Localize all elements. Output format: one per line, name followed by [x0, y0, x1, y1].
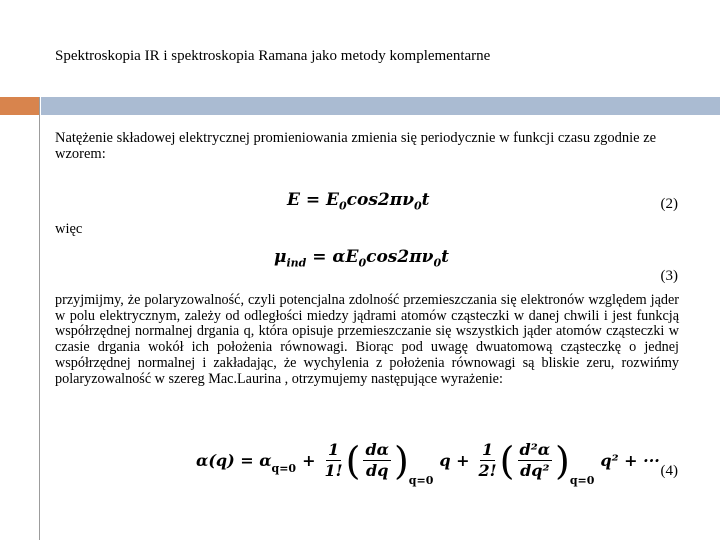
intro-text: Natężenie składowej elektrycznej promieniowania zmienia się periodycznie w funkcji czasu zgodnie ze wzorem:	[55, 130, 657, 162]
body-paragraph: przyjmijmy, że polaryzowalność, czyli potencjalna zdolność przemieszczania się elektronów względem jąder w polu elektrycznym, zależy od odległości miedzy jądrami atomów cząsteczki w danej chwili i jest funkcją współrzędnej normalnej drgania q, która opisuje przemieszczanie się wszystkich jąder atomów cząsteczki w czasie drgania wokół ich położenia równowagi. Biorąc pod uwagę dwuatomową cząsteczkę o jednej współrzędnej normalnej i zakładając, że wychylenia z położenia równowagi są bliskie zeru, rozwińmy polaryzowalność w szereg Mac.Laurina , otrzymujemy następujące wyrażenie:	[55, 292, 679, 387]
equation-4: α(q) = α q=0 + $\frac{1}{1!}$ ( $\frac{d\alpha}{dq}$ ) q=0 q + $\frac{1}{2!}$ ( $\frac{\text{d²α}}{\text{dq²}}$ ) q=0 q² + ···	[196, 438, 660, 487]
fraction-1-over-2-factorial: $\frac{1}{2!}$	[478, 440, 497, 480]
equation-2-number: (2)	[660, 196, 678, 212]
equation-2: $E = E_0\cos 2\pi\nu_0t$	[287, 190, 430, 213]
derivative-second: $\frac{\text{d²α}}{\text{dq²}}$	[519, 440, 551, 480]
connector-text: więc	[55, 221, 83, 237]
left-vertical-rule	[39, 97, 40, 540]
accent-bar-blue	[41, 97, 720, 115]
equation-3: $\mu_{ind} = \alpha E_0\cos 2\pi\nu_0t$	[274, 247, 449, 270]
slide-title: Spektroskopia IR i spektroskopia Ramana jako metody komplementarne	[55, 48, 491, 64]
accent-bar-orange	[0, 97, 39, 115]
fraction-1-over-1-factorial: $\frac{1}{1!}$	[324, 440, 343, 480]
derivative-first: $\frac{d\alpha}{dq}$	[365, 440, 389, 480]
equation-4-number: (4)	[660, 463, 678, 479]
equation-3-number: (3)	[660, 268, 678, 284]
